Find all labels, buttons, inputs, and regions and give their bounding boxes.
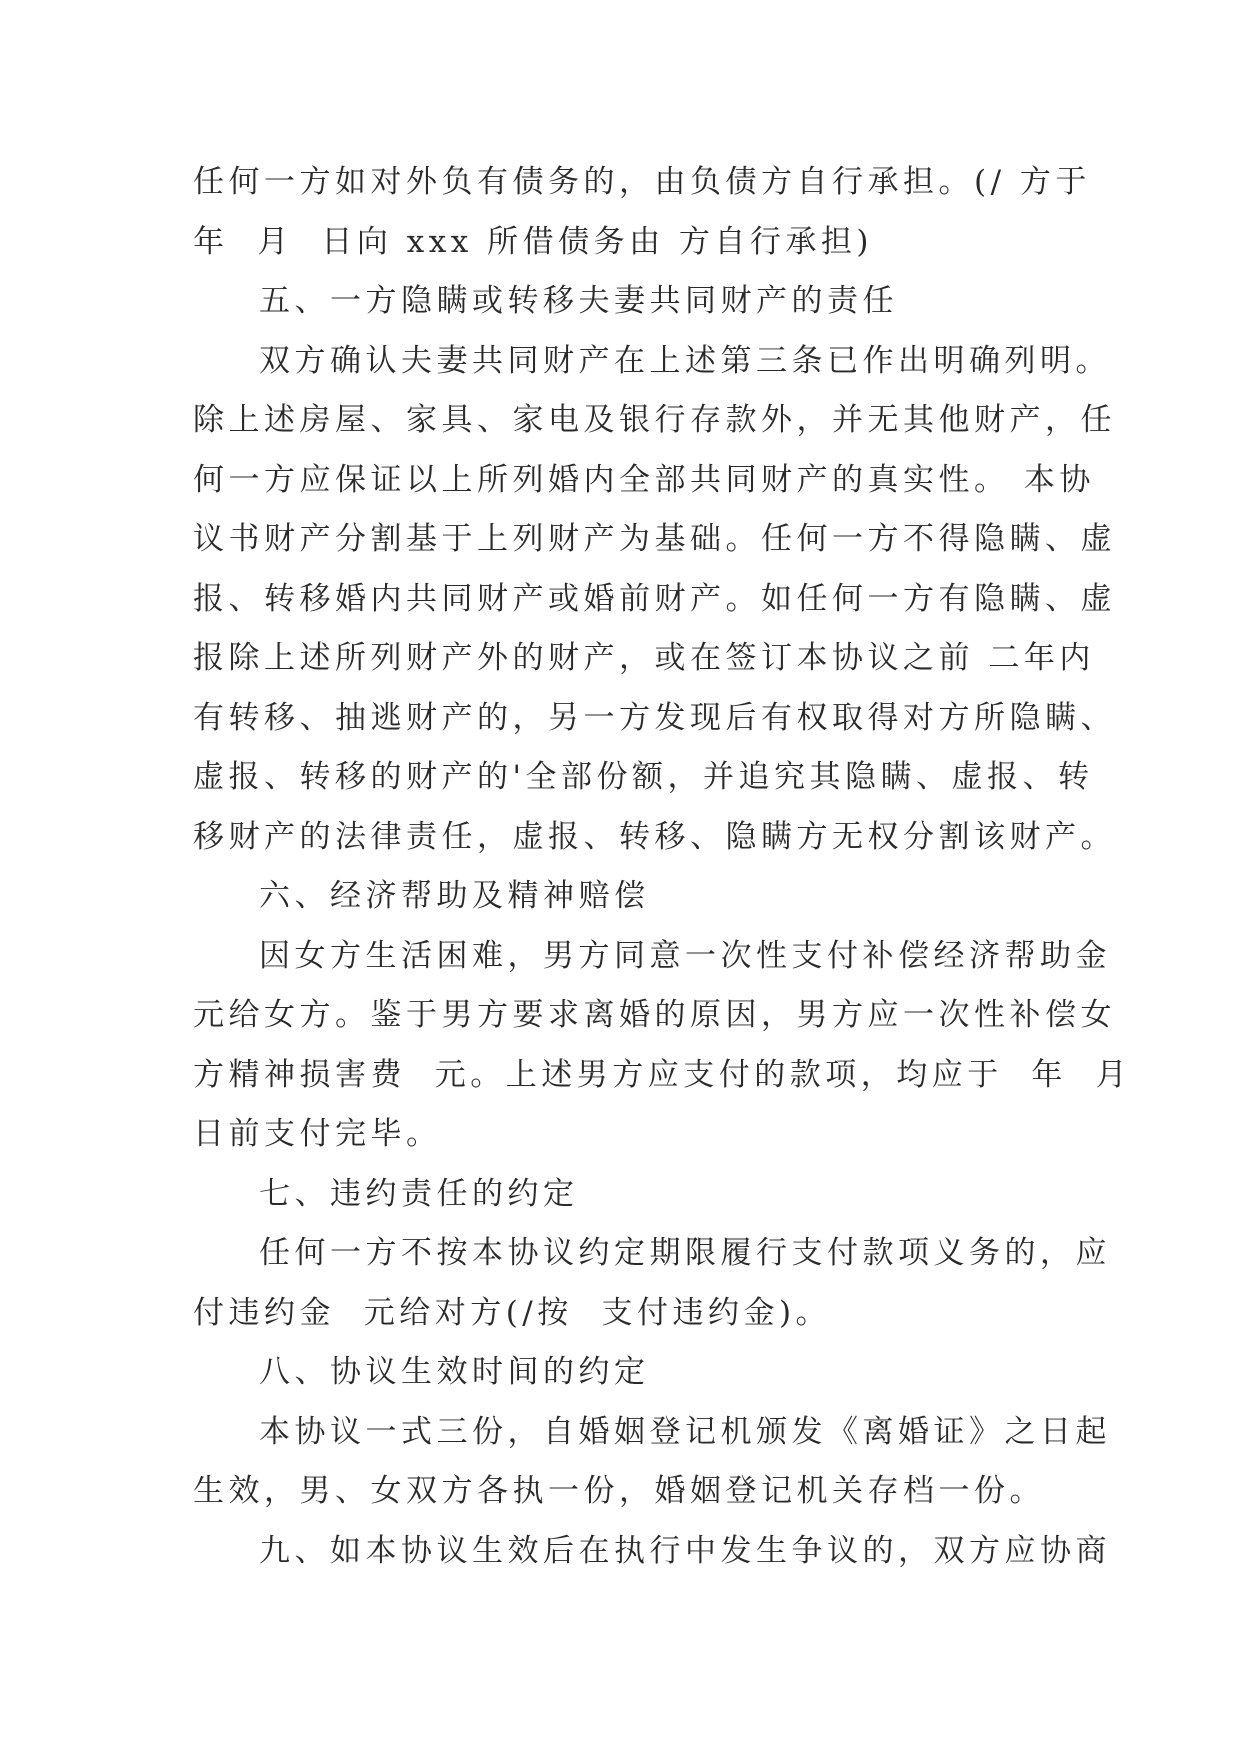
text-line: 日前支付完毕。 (193, 1116, 442, 1152)
text-line: 移财产的法律责任，虚报、转移、隐瞒方无权分割该财产。 (193, 818, 1116, 855)
text-line: 元给女方。鉴于男方要求离婚的原因，男方应一次性补偿女 (193, 997, 1116, 1033)
text-line: 方精神损害费 元。上述男方应支付的款项，均应于 年 月 (193, 1056, 1132, 1093)
section-heading-8: 八、协议生效时间的约定 (259, 1354, 650, 1390)
text-line: 报除上述所列财产外的财产，或在签订本协议之前 二年内 (193, 640, 1095, 676)
text-line: 年 月 日向 xxx 所借债务由 方自行承担) (193, 223, 874, 260)
section-heading-5: 五、一方隐瞒或转移夫妻共同财产的责任 (259, 283, 898, 319)
text-line: 本协议一式三份，自婚姻登记机颁发《离婚证》之日起 (259, 1413, 1111, 1450)
text-line: 虚报、转移的财产的'全部份额，并追究其隐瞒、虚报、转 (193, 759, 1094, 795)
text-line: 何一方应保证以上所列婚内全部共同财产的真实性。 本协 (193, 461, 1095, 498)
text-line: 双方确认夫妻共同财产在上述第三条已作出明确列明。 (259, 342, 1111, 379)
text-line: 有转移、抽逃财产的，另一方发现后有权取得对方所隐瞒、 (193, 699, 1116, 736)
text-line: 任何一方如对外负有债务的，由负债方自行承担。(/ 方于 (193, 164, 1091, 200)
section-heading-9: 九、如本协议生效后在执行中发生争议的，双方应协商 (259, 1532, 1111, 1569)
text-line: 议书财产分割基于上列财产为基础。任何一方不得隐瞒、虚 (193, 521, 1116, 557)
section-heading-6: 六、经济帮助及精神赔偿 (259, 878, 650, 914)
text-line: 生效，男、女双方各执一份，婚姻登记机关存档一份。 (193, 1473, 1045, 1509)
text-line: 任何一方不按本协议约定期限履行支付款项义务的，应 (259, 1235, 1111, 1271)
text-line: 付违约金 元给对方(/按 支付违约金)。 (193, 1294, 832, 1331)
text-line: 报、转移婚内共同财产或婚前财产。如任何一方有隐瞒、虚 (193, 580, 1116, 617)
text-line: 因女方生活困难，男方同意一次性支付补偿经济帮助金 (259, 937, 1111, 974)
text-line: 除上述房屋、家具、家电及银行存款外，并无其他财产，任 (193, 402, 1116, 438)
section-heading-7: 七、违约责任的约定 (259, 1175, 579, 1212)
document-body (193, 153, 1132, 1581)
